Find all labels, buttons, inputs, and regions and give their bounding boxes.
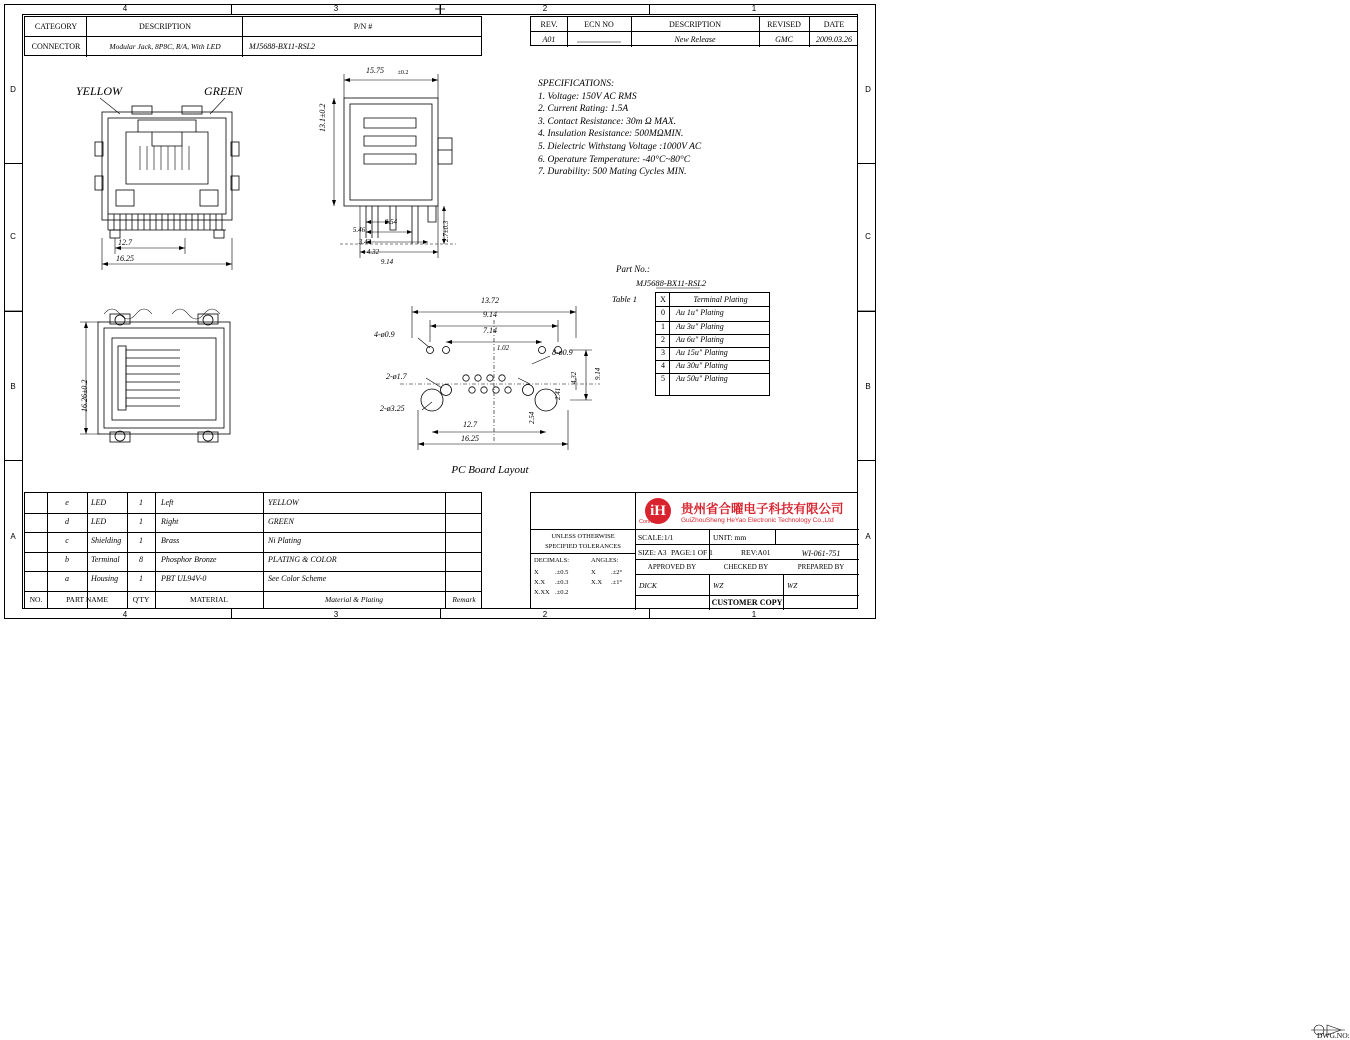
side-dim-9-14: 9.14 bbox=[380, 258, 394, 266]
bom-row-1-no: d bbox=[65, 517, 69, 526]
zone-left-B: B bbox=[10, 382, 16, 391]
bom-row-1-part: LED bbox=[91, 517, 107, 526]
bom-row-0-material: Left bbox=[161, 498, 174, 507]
bom-header-part: PART NAME bbox=[66, 595, 108, 604]
bom-row-3-part: Terminal bbox=[91, 555, 120, 564]
plating-row-x-0: 0 bbox=[661, 308, 665, 317]
pcb-dim-1-02: 1.02 bbox=[496, 344, 510, 352]
pcb-dim-2-41-v: 2.41 bbox=[554, 387, 562, 400]
cell-pn bbox=[243, 37, 483, 57]
rev-header-revised: REVISED bbox=[767, 20, 801, 29]
ang-row-1-key: X.X bbox=[591, 579, 603, 586]
customer-copy-label: CUSTOMER COPY bbox=[711, 598, 783, 607]
bom-row-0-qty: 1 bbox=[139, 498, 143, 507]
plating-row-name-5: Au 50u" Plating bbox=[676, 374, 728, 383]
header-description-text: DESCRIPTION bbox=[138, 22, 191, 31]
bom-row-0-no: e bbox=[65, 498, 69, 507]
part-no-label: Part No.: bbox=[616, 264, 651, 274]
zone-right-A: A bbox=[865, 532, 871, 541]
bom-header-qty: Q'TY bbox=[132, 595, 150, 604]
bom-row-1-plating: GREEN bbox=[268, 517, 294, 526]
company-logo-sub: Connector bbox=[639, 519, 665, 525]
plating-table bbox=[655, 292, 770, 396]
plating-row-x-5: 5 bbox=[661, 374, 665, 383]
bom-row-4-plating: See Color Scheme bbox=[268, 574, 327, 583]
prepared-label: PREPARED BY bbox=[797, 563, 845, 571]
approved-by-value: DICK bbox=[639, 581, 657, 590]
side-dim-15-75-tol: ±0.2 bbox=[397, 70, 409, 76]
zone-top-2: 2 bbox=[542, 4, 548, 13]
header-cell-description bbox=[87, 17, 243, 36]
plating-row-x-2: 2 bbox=[661, 335, 665, 344]
checked-by-value: WZ bbox=[713, 581, 724, 590]
rev-header-rev: REV. bbox=[540, 20, 558, 29]
part-no-value: MJ5688-BX11-RSL2 bbox=[636, 278, 707, 288]
bom-row-3-no: b bbox=[65, 555, 69, 564]
pcb-callout-4-d09: 4-ø0.9 bbox=[374, 330, 395, 339]
company-name-cn: 贵州省合曜电子科技有限公司 bbox=[681, 501, 844, 516]
pcb-dim-16-25: 16.25 bbox=[461, 434, 479, 443]
bom-table bbox=[24, 492, 482, 609]
plating-row-x-1: 1 bbox=[661, 322, 665, 331]
approved-label: APPROVED BY bbox=[647, 563, 697, 571]
pcb-layout-title: PC Board Layout bbox=[451, 464, 529, 476]
plating-header-name: Terminal Plating bbox=[693, 295, 748, 304]
side-dim-4-32: 4.32 bbox=[366, 248, 380, 256]
bom-row-2-material: Brass bbox=[161, 536, 180, 545]
bom-row-4-no: a bbox=[65, 574, 69, 583]
header-cell-category bbox=[25, 17, 87, 36]
zone-right-C: C bbox=[865, 232, 871, 241]
rev-cell-revised: GMC bbox=[775, 35, 793, 44]
zone-bottom-4: 4 bbox=[122, 610, 128, 619]
plating-row-name-0: Au 1u" Plating bbox=[676, 308, 724, 317]
side-dim-3-43: 3.43 bbox=[358, 238, 372, 246]
zone-right-D: D bbox=[865, 85, 871, 94]
dec-row-1-key: X.X bbox=[534, 579, 546, 586]
dec-row-1-val: .±0.3 bbox=[555, 579, 569, 586]
bom-row-3-qty: 8 bbox=[139, 555, 143, 564]
zone-left-C: C bbox=[10, 232, 16, 241]
ecn-dash bbox=[577, 40, 647, 46]
zone-bottom-1: 1 bbox=[751, 610, 757, 619]
rev-header-ecn: ECN NO bbox=[584, 20, 614, 29]
specs-item-5: 5. Dielectric Withstang Voltage :1000V AC bbox=[538, 141, 702, 152]
front-view-yellow-label: YELLOW bbox=[76, 84, 123, 98]
front-dim-16-25: 16.25 bbox=[116, 254, 134, 263]
company-logo-icon: iH bbox=[645, 498, 671, 524]
revision-table bbox=[530, 16, 858, 46]
pcb-callout-8-d09: 8-ø0.9 bbox=[552, 348, 573, 357]
dwgno-label: DWG.NO: bbox=[1317, 1031, 1350, 1040]
bom-row-1-material: Right bbox=[161, 517, 179, 526]
bom-row-4-material: PBT UL94V-0 bbox=[161, 574, 207, 583]
rev-cell-rev: A01 bbox=[542, 35, 556, 44]
rev-cell-date: 2009.03.26 bbox=[816, 35, 852, 44]
checked-label: CHECKED BY bbox=[723, 563, 769, 571]
angles-label: ANGLES: bbox=[591, 557, 619, 564]
pcb-dim-9-14-v: 9.14 bbox=[594, 367, 602, 380]
front-dim-12-7: 12.7 bbox=[118, 238, 132, 247]
zone-left-A: A bbox=[10, 532, 16, 541]
ang-row-1-val: .±1° bbox=[611, 579, 623, 586]
pcb-dim-4-32-v: 4.32 bbox=[570, 371, 578, 384]
company-name-en: GuiZhouSheng HeYao Electronic Technology Co.,Ltd bbox=[681, 517, 834, 524]
bottom-view-drawing bbox=[60, 292, 290, 482]
zone-left-D: D bbox=[10, 85, 16, 94]
page-value: PAGE:1 OF 1 bbox=[671, 548, 713, 557]
plating-row-x-3: 3 bbox=[661, 348, 665, 357]
tolerance-title-1: UNLESS OTHERWISE bbox=[551, 533, 615, 540]
bom-row-2-no: c bbox=[65, 536, 69, 545]
specs-item-2: 2. Current Rating: 1.5A bbox=[538, 104, 629, 115]
bom-header-material: MATERIAL bbox=[190, 595, 228, 604]
bom-row-2-plating: Ni Plating bbox=[268, 536, 302, 545]
bom-row-1-qty: 1 bbox=[139, 517, 143, 526]
specs-item-7: 7. Durability: 500 Mating Cycles MIN. bbox=[538, 167, 687, 178]
dwgno-value: WI-061-751 bbox=[801, 549, 841, 558]
bottom-dim-16-26: 16.26±0.2 bbox=[80, 379, 89, 412]
bom-row-4-qty: 1 bbox=[139, 574, 143, 583]
category-table-header-row bbox=[25, 17, 481, 37]
pcb-dim-13-72: 13.72 bbox=[481, 296, 499, 305]
cell-category bbox=[25, 37, 87, 57]
dec-row-0-key: X bbox=[534, 569, 539, 576]
specs-item-4: 4. Insulation Resistance: 500MΩMIN. bbox=[538, 129, 684, 140]
size-value: SIZE: A3 bbox=[638, 548, 667, 557]
plating-table-title: Table 1 bbox=[612, 294, 637, 304]
dec-row-2-val: .±0.2 bbox=[555, 589, 569, 596]
bom-row-4-part: Housing bbox=[91, 574, 119, 583]
ang-row-0-val: .±2° bbox=[611, 569, 623, 576]
bom-header-plating: Material & Plating bbox=[325, 595, 383, 604]
dec-row-2-key: X.XX bbox=[534, 589, 550, 596]
rev-value: REV:A01 bbox=[741, 548, 771, 557]
zone-bottom-2: 2 bbox=[542, 610, 548, 619]
pcb-callout-2-d325: 2-ø3.25 bbox=[380, 404, 405, 413]
decimals-label: DECIMALS: bbox=[534, 557, 570, 564]
side-dim-5-46: 5.46 bbox=[352, 226, 366, 234]
side-dim-2-7: 2.7±0.3 bbox=[442, 220, 450, 242]
scale-value: SCALE:1/1 bbox=[638, 533, 674, 542]
pcb-dim-2-54-v: 2.54 bbox=[528, 411, 536, 424]
category-table-data-row bbox=[25, 37, 481, 57]
zone-bottom-3: 3 bbox=[333, 610, 339, 619]
zone-top-1: 1 bbox=[751, 4, 757, 13]
front-view-green-label: GREEN bbox=[204, 84, 243, 98]
rev-header-desc: DESCRIPTION bbox=[668, 20, 721, 29]
header-category-text: CATEGORY bbox=[34, 22, 78, 31]
cell-description bbox=[87, 37, 243, 57]
bom-row-2-qty: 1 bbox=[139, 536, 143, 545]
cell-description-text: Modular Jack, 8P8C, R/A, With LED bbox=[109, 42, 221, 51]
specs-item-1: 1. Voltage: 150V AC RMS bbox=[538, 91, 637, 102]
side-dim-2-54: 2.54 bbox=[384, 218, 398, 226]
pcb-dim-12-7: 12.7 bbox=[463, 420, 477, 429]
category-table bbox=[24, 16, 482, 56]
pcb-dim-7-14: 7.14 bbox=[483, 326, 497, 335]
zone-right-B: B bbox=[865, 382, 871, 391]
specifications-block bbox=[538, 78, 858, 179]
zone-top-4: 4 bbox=[122, 4, 128, 13]
dec-row-0-val: .±0.5 bbox=[555, 569, 569, 576]
plating-row-x-4: 4 bbox=[661, 361, 665, 370]
plating-row-name-4: Au 30u" Plating bbox=[676, 361, 728, 370]
plating-header-x: X bbox=[660, 295, 666, 304]
bom-row-0-plating: YELLOW bbox=[268, 498, 299, 507]
side-dim-height: 13.1±0.2 bbox=[318, 103, 327, 132]
plating-row-name-3: Au 15u" Plating bbox=[676, 348, 728, 357]
header-pn-text: P/N # bbox=[353, 22, 373, 31]
title-block bbox=[530, 492, 1350, 1040]
bom-row-3-material: Phosphor Bronze bbox=[161, 555, 217, 564]
rev-cell-desc: New Release bbox=[674, 35, 716, 44]
bom-row-2-part: Shielding bbox=[91, 536, 122, 545]
cell-category-text: CONNECTOR bbox=[31, 42, 81, 51]
pcb-layout-drawing bbox=[380, 292, 660, 482]
pcb-callout-2-d17: 2-ø1.7 bbox=[386, 372, 407, 381]
bom-row-3-plating: PLATING & COLOR bbox=[268, 555, 337, 564]
specs-item-6: 6. Operature Temperature: -40°C~80°C bbox=[538, 154, 691, 165]
side-dim-15-75: 15.75 bbox=[366, 66, 384, 75]
header-cell-pn bbox=[243, 17, 483, 36]
plating-row-name-1: Au 3u" Plating bbox=[676, 322, 724, 331]
rev-header-date: DATE bbox=[823, 20, 845, 29]
cell-pn-text: MJ5688-BX11-RSL2 bbox=[249, 42, 316, 51]
bom-header-remark: Remark bbox=[452, 595, 476, 604]
unit-value: UNIT: mm bbox=[713, 533, 747, 542]
specs-title: SPECIFICATIONS: bbox=[538, 79, 615, 89]
zone-top-3: 3 bbox=[333, 4, 339, 13]
bom-row-0-part: LED bbox=[91, 498, 107, 507]
plating-row-name-2: Au 6u" Plating bbox=[676, 335, 724, 344]
bom-header-no: NO. bbox=[29, 595, 43, 604]
ang-row-0-key: X bbox=[591, 569, 596, 576]
tolerance-title-2: SPECIFIED TOLERANCES bbox=[545, 543, 621, 550]
prepared-by-value: WZ bbox=[787, 581, 798, 590]
pcb-dim-9-14: 9.14 bbox=[483, 310, 497, 319]
specs-item-3: 3. Contact Resistance: 30m Ω MAX. bbox=[538, 116, 676, 127]
